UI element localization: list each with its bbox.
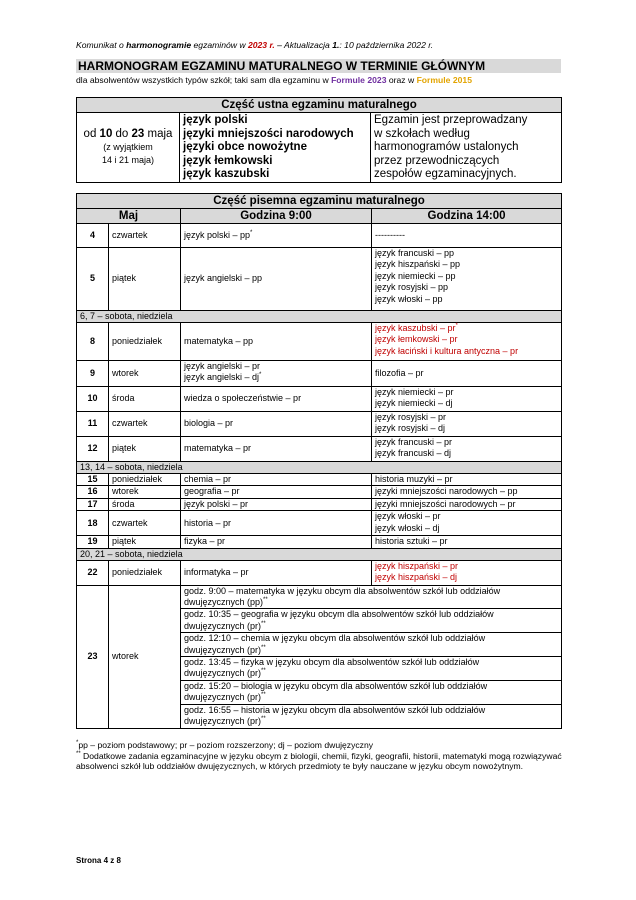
table-row: 15 poniedziałek chemia – pr historia muzyki – pr — [77, 474, 562, 486]
table-row: 5 piątek język angielski – pp język francuski – pp język hiszpański – pp język niemiecki – pp język rosyjski – pp język włoski – pp — [77, 248, 562, 311]
table-row: 18 czwartek historia – pr język włoski – pr język włoski – dj — [77, 511, 562, 536]
table-row: 19 piątek fizyka – pr historia sztuki – pr — [77, 536, 562, 548]
page-title: HARMONOGRAM EGZAMINU MATURALNEGO W TERMINIE GŁÓWNYM — [76, 59, 561, 73]
bilingual-cell: godz. 15:20 – biologia w języku obcym dla absolwentów szkół lub oddziałów dwujęzycznych (pr)** — [181, 680, 562, 704]
weekend-row: 13, 14 – sobota, niedziela — [77, 462, 562, 474]
footnotes — [76, 740, 562, 772]
table-row: 10 środa wiedza o społeczeństwie – pr język niemiecki – pr język niemiecki – dj — [77, 387, 562, 412]
table-row: 11 czwartek biologia – pr język rosyjski – pr język rosyjski – dj — [77, 412, 562, 437]
table-row: 23 wtorek godz. 9:00 – matematyka w języku obcym dla absolwentów szkół lub oddziałów dwujęzycznych (pp)** — [77, 585, 562, 609]
written-heading: Część pisemna egzaminu maturalnego — [77, 194, 562, 209]
table-row: 9 wtorek język angielski – pr język angielski – dj* filozofia – pr — [77, 361, 562, 387]
oral-exam-table — [76, 97, 562, 183]
bilingual-cell: godz. 10:35 – geografia w języku obcym dla absolwentów szkół lub oddziałów dwujęzycznych (pr)** — [181, 609, 562, 633]
col-14: Godzina 14:00 — [372, 209, 562, 224]
weekend-row: 6, 7 – sobota, niedziela — [77, 311, 562, 323]
table-row: 12 piątek matematyka – pr język francuski – pr język francuski – dj — [77, 437, 562, 462]
table-row: 17 środa język polski – pr języki mniejszości narodowych – pr — [77, 498, 562, 510]
bilingual-cell: godz. 16:55 – historia w języku obcym dla absolwentów szkół lub oddziałów dwujęzycznych (pr)** — [181, 704, 562, 728]
col-9: Godzina 9:00 — [181, 209, 372, 224]
oral-dates: od 10 do 23 maja (z wyjątkiem 14 i 21 maja) — [77, 113, 180, 183]
written-exam-table — [76, 193, 562, 729]
page-header: Komunikat o harmonogramie egzaminów w 2023 r. – Aktualizacja 1.: 10 października 2022 r. — [76, 40, 434, 50]
bilingual-cell: godz. 9:00 – matematyka w języku obcym dla absolwentów szkół lub oddziałów dwujęzycznych (pp)** — [181, 585, 562, 609]
table-row: 8 poniedziałek matematyka – pp język kaszubski – pr* język łemkowski – pr język łaciński i kultura antyczna – pr — [77, 323, 562, 361]
bilingual-cell: godz. 12:10 – chemia w języku obcym dla absolwentów szkół lub oddziałów dwujęzycznych (pr)** — [181, 633, 562, 657]
oral-info: Egzamin jest przeprowadzany w szkołach według harmonogramów ustalonych przez przewodniczących zespołów egzaminacyjnych. — [371, 113, 562, 183]
subtitle: dla absolwentów wszystkich typów szkół; taki sam dla egzaminu w Formule 2023 oraz w Formule 2015 — [76, 75, 472, 85]
table-row: 4 czwartek język polski – pp* ---------- — [77, 224, 562, 248]
footnote-2: ** Dodatkowe zadania egzaminacyjne w języku obcym z biologii, chemii, fizyki, geografii, historii, matematyki mogą rozwiązywać absolwenci szkół lub oddziałów dwujęzycznych, w których przedmioty te były nauczane w języku obcym nowożytnym. — [76, 750, 562, 771]
footnote-1: *pp – poziom podstawowy; pr – poziom rozszerzony; dj – poziom dwujęzyczny — [76, 740, 374, 750]
oral-heading: Część ustna egzaminu maturalnego — [77, 98, 562, 113]
col-month: Maj — [77, 209, 181, 224]
bilingual-cell: godz. 13:45 – fizyka w języku obcym dla absolwentów szkół lub oddziałów dwujęzycznych (pr)** — [181, 657, 562, 681]
oral-subjects: język polski języki mniejszości narodowych języki obce nowożytne język łemkowski język kaszubski — [180, 113, 371, 183]
table-row: 22 poniedziałek informatyka – pr język hiszpański – pr język hiszpański – dj — [77, 560, 562, 585]
weekend-row: 20, 21 – sobota, niedziela — [77, 548, 562, 560]
table-row: 16 wtorek geografia – pr języki mniejszości narodowych – pp — [77, 486, 562, 498]
page-number: Strona 4 z 8 — [76, 856, 121, 865]
